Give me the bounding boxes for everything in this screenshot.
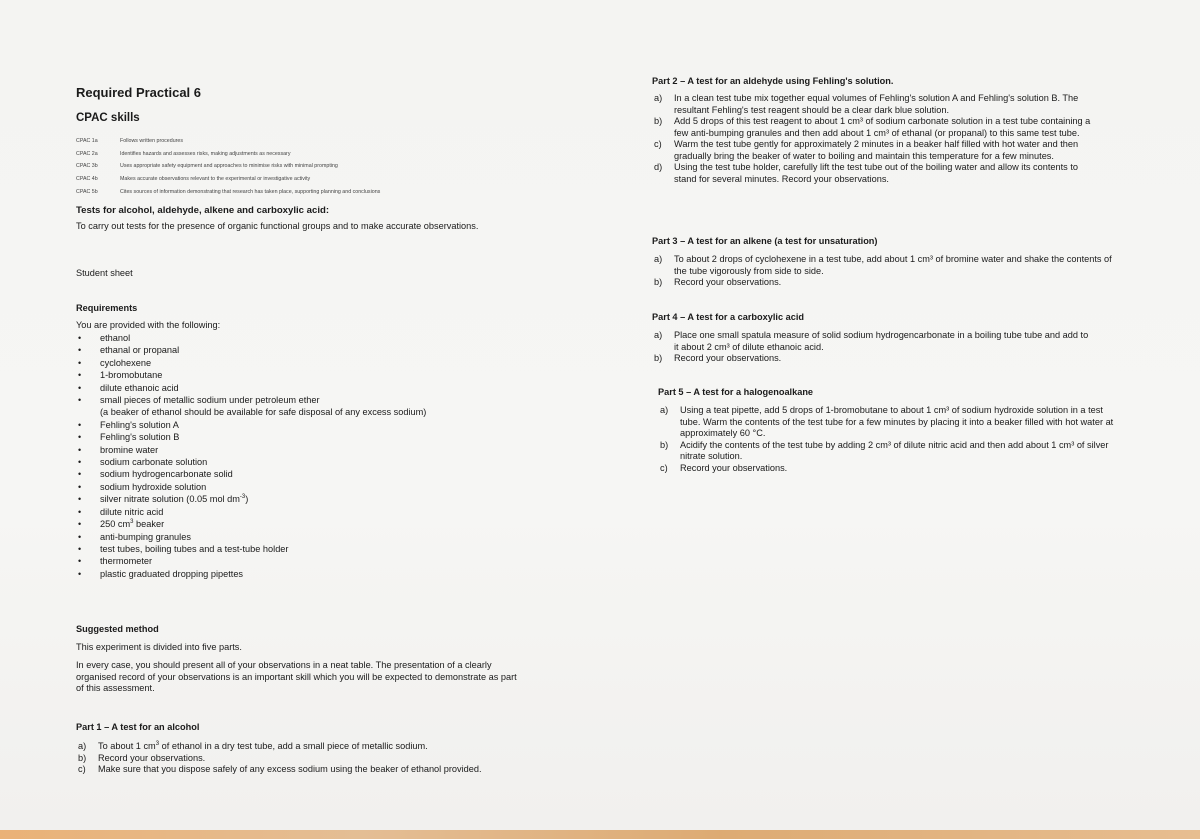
- part4-steps: [652, 330, 1092, 365]
- cpac-row-3: CPAC 3b Uses appropriate safety equipment and approaches to minimise risks with minimal prompting: [76, 163, 338, 169]
- list-item: • sodium hydroxide solution: [76, 481, 526, 493]
- list-item: • 250 $cm^3$ beaker: [76, 518, 526, 530]
- cpac-row-4: CPAC 4b Makes accurate observations relevant to the experimental or investigative activity: [76, 176, 311, 182]
- method-intro: This experiment is divided into five parts.: [76, 642, 242, 652]
- list-item: • ethanol: [76, 332, 526, 344]
- list-item: c) Record your observations.: [660, 462, 788, 473]
- list-item: c) Warm the test tube gently for approximately 2 minutes in a beaker half filled with hot water and then gradually bring the beaker of water to boiling and maintain this temperature for a few minutes.: [654, 139, 1079, 161]
- list-item: • ethanal or propanal: [76, 344, 526, 356]
- list-item: • silver nitrate solution (0.05 mol $dm^{-3}$): [76, 493, 526, 505]
- part3-heading: Part 3 – A test for an alkene (a test for unsaturation): [652, 236, 878, 246]
- part1-steps: [76, 741, 516, 776]
- cpac-row-1: CPAC 1a Follows written procedures: [76, 138, 183, 144]
- method-heading: Suggested method: [76, 624, 159, 634]
- list-item: • sodium carbonate solution: [76, 456, 526, 468]
- student-sheet-label: Student sheet: [76, 268, 133, 278]
- list-item: b) Record your observations.: [78, 752, 206, 763]
- part2-steps: [652, 93, 1092, 185]
- list-item: • dilute nitric acid: [76, 506, 526, 518]
- list-item: • sodium hydrogencarbonate solid: [76, 468, 526, 480]
- list-item: • small pieces of metallic sodium under petroleum ether (a beaker of ethanol should be available for safe disposal of any excess sodium): [76, 394, 526, 419]
- list-item: • anti-bumping granules: [76, 531, 526, 543]
- list-item: a) Using a teat pipette, add 5 drops of 1-bromobutane to about 1 cm³ of sodium hydroxide solution in a test tube. Warm the contents of the test tube for a few minutes by placing it into a beaker filled with hot water at approximately 60 °C.: [660, 405, 1114, 438]
- list-item: • Fehling's solution B: [76, 431, 526, 443]
- list-item: a) To about 1 $cm^3$ of ethanol in a dry test tube, add a small piece of metallic sodium.: [78, 740, 428, 751]
- cpac-row-2: CPAC 2a Identifies hazards and assesses risks, making adjustments as necessary: [76, 151, 291, 157]
- list-item: • plastic graduated dropping pipettes: [76, 568, 526, 580]
- list-item: d) Using the test tube holder, carefully lift the test tube out of the boiling water and allow its contents to stand for several minutes. Record your observations.: [654, 162, 1078, 184]
- list-item: a) To about 2 drops of cyclohexene in a test tube, add about 1 cm³ of bromine water and shake the contents of the tube vigorously from side to side.: [654, 254, 1112, 276]
- list-item: b) Record your observations.: [654, 353, 782, 363]
- document-title: Required Practical 6: [76, 85, 201, 100]
- method-paragraph: In every case, you should present all of your observations in a neat table. The presentation of a clearly organised record of your observations is an important skill which you will be expected to demonstrate as part of this assessment.: [76, 660, 517, 693]
- cpac-heading: CPAC skills: [76, 112, 140, 124]
- list-item: a) In a clean test tube mix together equal volumes of Fehling's solution A and Fehling's solution B. The resultant Fehling's test reagent should be a clear dark blue solution.: [654, 93, 1079, 115]
- list-item: • cyclohexene: [76, 357, 526, 369]
- list-item: b) Record your observations.: [654, 277, 782, 287]
- requirements-list: [76, 332, 526, 580]
- aim-text: To carry out tests for the presence of organic functional groups and to make accurate observations.: [76, 221, 479, 231]
- list-item: a) Place one small spatula measure of solid sodium hydrogencarbonate in a boiling tube tube and add to it about 2 cm³ of dilute ethanoic acid.: [654, 330, 1089, 352]
- part3-steps: [652, 254, 1112, 289]
- list-item: c) Make sure that you dispose safely of any excess sodium using the beaker of ethanol provided.: [78, 764, 482, 774]
- requirements-heading: Requirements: [76, 303, 138, 313]
- list-item: • 1-bromobutane: [76, 369, 526, 381]
- list-item: b) Acidify the contents of the test tube by adding 2 cm³ of dilute nitric acid and then add about 1 cm³ of silver nitrate solution.: [660, 439, 1109, 461]
- list-item: • test tubes, boiling tubes and a test-tube holder: [76, 543, 526, 555]
- list-item: • bromine water: [76, 444, 526, 456]
- part5-steps: [658, 405, 1118, 474]
- cpac-row-5: CPAC 5b Cites sources of information demonstrating that research has taken place, supporting planning and conclusions: [76, 189, 381, 195]
- sodium-note: (a beaker of ethanol should be available for safe disposal of any excess sodium): [100, 407, 427, 418]
- list-item: • Fehling's solution A: [76, 419, 526, 431]
- part4-heading: Part 4 – A test for a carboxylic acid: [652, 312, 804, 322]
- provided-intro: You are provided with the following:: [76, 320, 221, 330]
- list-item: • thermometer: [76, 555, 526, 567]
- list-item: • dilute ethanoic acid: [76, 382, 526, 394]
- part5-heading: Part 5 – A test for a halogenoalkane: [658, 387, 814, 397]
- list-item: b) Add 5 drops of this test reagent to about 1 cm³ of sodium carbonate solution in a test tube containing a few anti-bumping granules and then add about 1 cm³ of ethanal (or propanal) to this same test tube.: [654, 116, 1091, 138]
- paper-edge: [0, 830, 1200, 839]
- part2-heading: Part 2 – A test for an aldehyde using Fehling's solution.: [652, 76, 894, 86]
- part1-heading: Part 1 – A test for an alcohol: [76, 722, 200, 732]
- tests-heading: Tests for alcohol, aldehyde, alkene and carboxylic acid:: [76, 205, 330, 216]
